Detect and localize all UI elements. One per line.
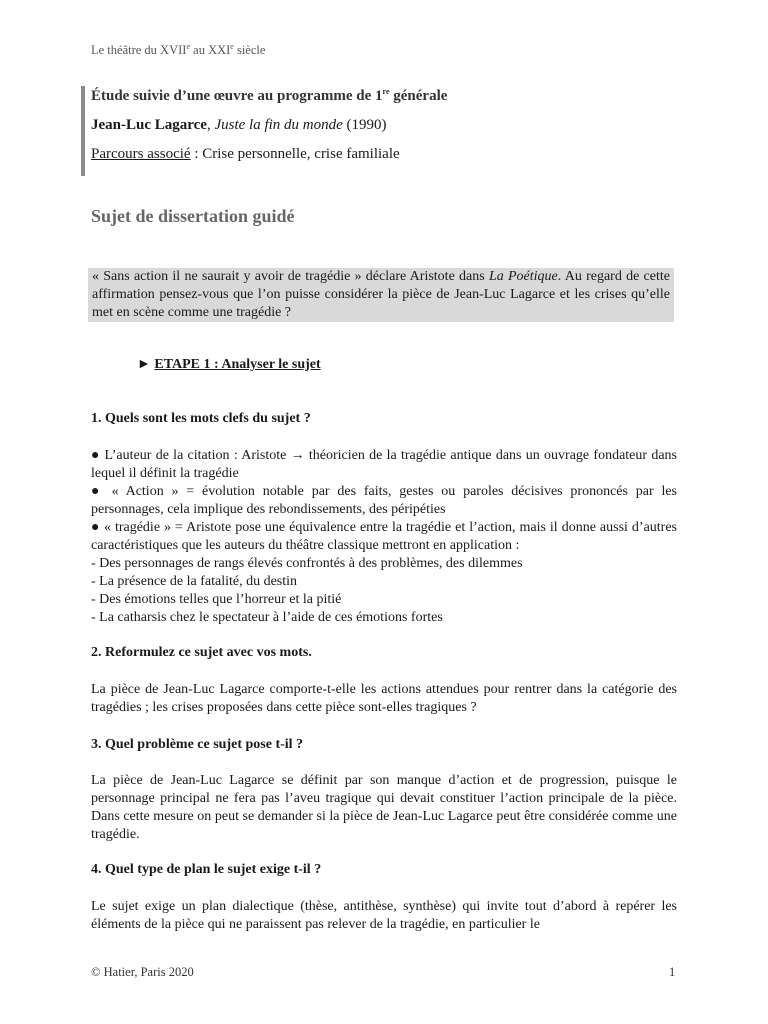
q1-bullet-author: ● L’auteur de la citation : Aristote → théoricien de la tragédie antique dans un ouvrage fondateur dans lequel il définit la tragédie (91, 448, 677, 481)
info-block-bar (81, 86, 85, 176)
q1-dash-item: - La présence de la fatalité, du destin (91, 574, 298, 589)
arrow-icon: ► (137, 357, 151, 372)
author-name: Jean-Luc Lagarce (91, 117, 207, 133)
parcours-line: Parcours associé : Crise personnelle, crise familiale (91, 146, 400, 162)
q4-heading: 4. Quel type de plan le sujet exige t-il ? (91, 862, 322, 877)
work-line: Jean-Luc Lagarce, Juste la fin du monde (1990) (91, 117, 387, 133)
q1-bullet-action: ● « Action » = évolution notable par des faits, gestes ou paroles décisives prononcés par les personnages, cela implique des rebondissements, des péripéties (91, 484, 677, 517)
q1-dash-item: - Des personnages de rangs élevés confrontés à des problèmes, des dilemmes (91, 556, 523, 571)
q4-text: Le sujet exige un plan dialectique (thèse, antithèse, synthèse) qui invite tout d’abord à repérer les éléments de la pièce qui ne paraissent pas relever de la tragédie, en particulier le (91, 899, 677, 932)
page-header: Le théâtre du XVIIe au XXIe siècle (91, 41, 266, 57)
q2-text: La pièce de Jean-Luc Lagarce comporte-t-elle les actions attendues pour rentrer dans la catégorie des tragédies ; les crises proposées dans cette pièce sont-elles tragiques ? (91, 682, 677, 715)
page-title: Sujet de dissertation guidé (91, 206, 295, 226)
q2-heading: 2. Reformulez ce sujet avec vos mots. (91, 645, 312, 660)
footer-copyright: © Hatier, Paris 2020 (91, 965, 194, 979)
step-heading: ► ETAPE 1 : Analyser le sujet (137, 357, 321, 372)
parcours-label: Parcours associé (91, 146, 191, 162)
q1-dash-item: - Des émotions telles que l’horreur et la pitié (91, 592, 342, 607)
page-number: 1 (669, 965, 676, 979)
q3-heading: 3. Quel problème ce sujet pose t-il ? (91, 737, 304, 752)
work-title: Juste la fin du monde (214, 117, 343, 133)
study-line: Étude suivie d’une œuvre au programme de 1re générale (91, 87, 448, 104)
q1-bullet-tragedie: ● « tragédie » = Aristote pose une équivalence entre la tragédie et l’action, mais il donne aussi d’autres caractéristiques que les auteurs du théâtre classique mettront en application : (91, 520, 677, 553)
q3-text: La pièce de Jean-Luc Lagarce se définit par son manque d’action et de progression, puisque le personnage principal ne fera pas l’aveu tragique qui devait constituer l’action principale de la pièce. Dans cette mesure on peut se demander si la pièce de Jean-Luc Lagarce peut être considérée comme une tragédie. (91, 773, 677, 842)
subject-quote-box: « Sans action il ne saurait y avoir de tragédie » déclare Aristote dans La Poétique. Au regard de cette affirmation pensez-vous que l’on puisse considérer la pièce de Jean-Luc Lagarce et les crises qu’elle met en scène comme une tragédie ? (88, 268, 674, 322)
q1-dash-item: - La catharsis chez le spectateur à l’aide de ces émotions fortes (91, 610, 443, 625)
q1-heading: 1. Quels sont les mots clefs du sujet ? (91, 411, 311, 426)
